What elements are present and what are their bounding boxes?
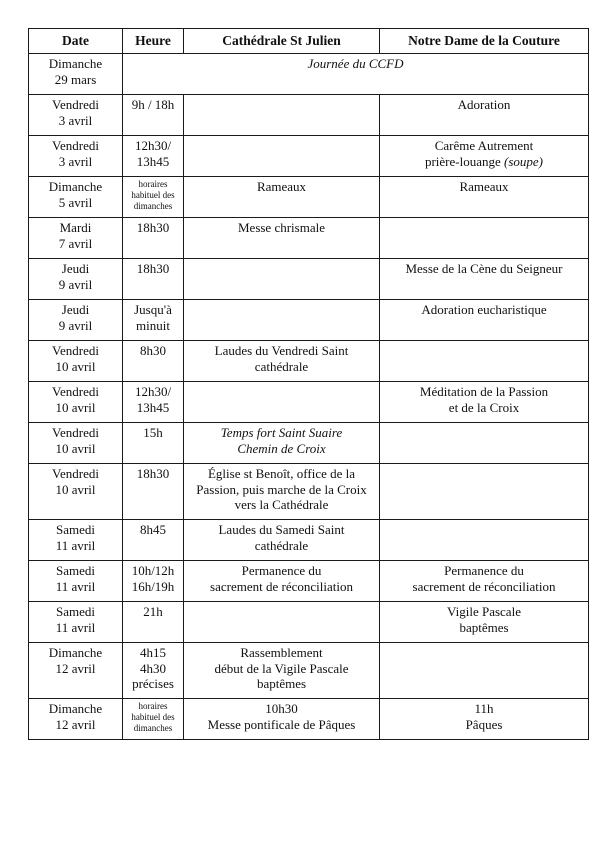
note-italic: (soupe) [504,153,544,169]
day-date: 3 avril [58,112,93,128]
cell-line: début de la Vigile Pascale [214,660,349,676]
cell-line: sacrement de réconciliation [412,578,556,594]
cathedral-cell [184,520,380,561]
schedule-body [29,54,589,740]
cell-line: Vigile Pascale [447,604,521,619]
cathedral-cell [184,341,380,382]
date-cell [29,382,123,423]
day-name: Samedi [56,563,95,578]
table-row [29,382,589,423]
day-name: Vendredi [52,343,99,358]
cell-line: Laudes du Vendredi Saint [214,343,349,358]
table-row [29,218,589,259]
notre-dame-cell [380,699,589,740]
date-cell [29,643,123,699]
date-cell [29,561,123,602]
cell-line: baptêmes [459,619,509,635]
time-cell [123,341,184,382]
cell-line: cathédrale [254,358,309,374]
table-row [29,643,589,699]
cell-line: horaires [138,701,168,711]
table-row [29,300,589,341]
date-cell [29,341,123,382]
day-date: 9 avril [58,317,93,333]
cell-line: habituel des [131,190,175,200]
cell-line: Permanence du [444,563,524,578]
cell-line: Église st Benoît, office de la [207,466,356,481]
header-time: Heure [123,29,184,54]
cell-line: Pâques [465,716,503,732]
day-name: Dimanche [48,56,103,71]
day-date: 11 avril [55,619,96,635]
cell-line: prière-louange [424,153,501,169]
day-date: 11 avril [55,537,96,553]
cell-line: 8h45 [140,522,166,537]
date-cell [29,218,123,259]
time-cell [123,259,184,300]
cathedral-cell [184,136,380,177]
notre-dame-cell [380,520,589,561]
cell-line: précises [132,676,174,691]
notre-dame-cell [380,643,589,699]
cell-line: 10h30 [265,701,298,716]
time-cell [123,602,184,643]
cathedral-cell [184,561,380,602]
cell-line: 12h30/ [134,384,172,399]
time-cell [123,136,184,177]
time-cell [123,464,184,520]
header-cathedral: Cathédrale St Julien [184,29,380,54]
date-cell [29,259,123,300]
cell-line: Rameaux [256,179,307,194]
cathedral-cell [184,423,380,464]
cell-line: 13h45 [136,399,170,415]
day-name: Jeudi [61,261,90,276]
notre-dame-cell [380,300,589,341]
time-cell [123,300,184,341]
table-row [29,423,589,464]
cell-line: Méditation de la Passion [419,384,549,399]
table-row [29,602,589,643]
cell-line: Adoration [457,97,511,112]
day-date: 10 avril [55,399,96,415]
table-row [29,95,589,136]
day-date: 10 avril [55,440,96,456]
notre-dame-cell [380,218,589,259]
header-notre-dame: Notre Dame de la Couture [380,29,589,54]
day-date: 12 avril [55,660,96,676]
day-name: Vendredi [52,425,99,440]
event-text: Journée du CCFD [307,56,404,71]
table-row [29,520,589,561]
cell-line: Adoration eucharistique [421,302,547,317]
time-cell [123,561,184,602]
day-date: 29 mars [54,71,97,87]
time-cell [123,643,184,699]
day-name: Dimanche [48,179,103,194]
notre-dame-cell [380,602,589,643]
cell-line: cathédrale [254,537,309,553]
cell-line: vers la Cathédrale [234,497,329,512]
cell-line: 12h30/ [134,138,172,153]
cell-line: dimanches [133,723,173,733]
date-cell [29,520,123,561]
cell-line: Messe chrismale [237,220,325,235]
cathedral-cell [184,464,380,520]
cell-line: 8h30 [140,343,166,358]
cell-line: Permanence du [241,563,322,578]
day-name: Vendredi [52,138,99,153]
notre-dame-cell [380,136,589,177]
day-name: Dimanche [48,701,103,716]
day-date: 7 avril [58,235,93,251]
date-cell [29,602,123,643]
cell-line: 21h [143,604,163,619]
time-cell [123,95,184,136]
table-row [29,259,589,300]
cell-line: sacrement de réconciliation [210,578,353,594]
time-cell [123,699,184,740]
cell-line: 18h30 [136,220,170,235]
cathedral-cell [184,177,380,218]
cell-line-wrap [383,154,585,170]
cell-line: 9h / 18h [131,97,175,112]
table-row [29,136,589,177]
notre-dame-cell [380,561,589,602]
day-date: 12 avril [55,716,96,732]
cell-line: Jusqu'à [134,302,172,317]
cell-line: horaires [138,179,168,189]
merged-event-cell [123,54,589,95]
cell-line: Messe de la Cène du Seigneur [405,261,563,276]
cell-line: 15h [143,425,163,440]
notre-dame-cell [380,464,589,520]
cell-line: 18h30 [136,261,170,276]
cathedral-cell [184,602,380,643]
cell-line: Passion, puis marche de la Croix [196,481,367,497]
day-name: Samedi [56,604,95,619]
day-date: 10 avril [55,358,96,374]
cell-line: habituel des [131,712,175,722]
day-date: 3 avril [58,153,93,169]
cell-line: Carême Autrement [434,138,534,153]
day-name: Samedi [56,522,95,537]
cathedral-cell [184,259,380,300]
cell-line: Messe pontificale de Pâques [207,716,356,732]
cell-line: baptêmes [256,676,307,691]
cell-line: 16h/19h [131,578,175,594]
cathedral-cell [184,300,380,341]
cathedral-cell [184,218,380,259]
notre-dame-cell [380,259,589,300]
day-name: Vendredi [52,384,99,399]
time-cell [123,177,184,218]
cell-line: 4h30 [140,660,166,676]
day-date: 11 avril [55,578,96,594]
day-date: 5 avril [58,194,93,210]
day-date: 10 avril [55,481,96,497]
date-cell [29,300,123,341]
header-row [29,29,589,54]
cell-line: Temps fort Saint Suaire [220,425,343,440]
cathedral-cell [184,382,380,423]
time-cell [123,520,184,561]
notre-dame-cell [380,177,589,218]
schedule-table [28,28,589,740]
cell-line: Laudes du Samedi Saint [218,522,345,537]
day-name: Mardi [59,220,92,235]
date-cell [29,699,123,740]
date-cell [29,95,123,136]
cell-line: dimanches [133,201,173,211]
time-cell [123,423,184,464]
table-row [29,177,589,218]
cell-line: Rassemblement [240,645,323,660]
table-row [29,54,589,95]
date-cell [29,136,123,177]
date-cell [29,177,123,218]
date-cell [29,464,123,520]
notre-dame-cell [380,341,589,382]
notre-dame-cell [380,423,589,464]
date-cell [29,54,123,95]
day-name: Dimanche [48,645,103,660]
table-row [29,699,589,740]
header-date: Date [29,29,123,54]
table-row [29,341,589,382]
cathedral-cell [184,699,380,740]
cell-line: 4h15 [140,645,166,660]
notre-dame-cell [380,382,589,423]
date-cell [29,423,123,464]
day-name: Vendredi [52,97,99,112]
cell-line: 11h [474,701,494,716]
cell-line: 13h45 [136,153,170,169]
day-name: Vendredi [52,466,99,481]
cell-line: minuit [136,317,170,333]
cathedral-cell [184,95,380,136]
cell-line: Rameaux [459,179,509,194]
cell-line: et de la Croix [448,399,520,415]
cell-line: Chemin de Croix [237,440,326,456]
time-cell [123,382,184,423]
table-row [29,464,589,520]
time-cell [123,218,184,259]
table-row [29,561,589,602]
day-date: 9 avril [58,276,93,292]
cell-line: 10h/12h [131,563,175,578]
cathedral-cell [184,643,380,699]
notre-dame-cell [380,95,589,136]
cell-line: 18h30 [136,466,170,481]
day-name: Jeudi [61,302,90,317]
